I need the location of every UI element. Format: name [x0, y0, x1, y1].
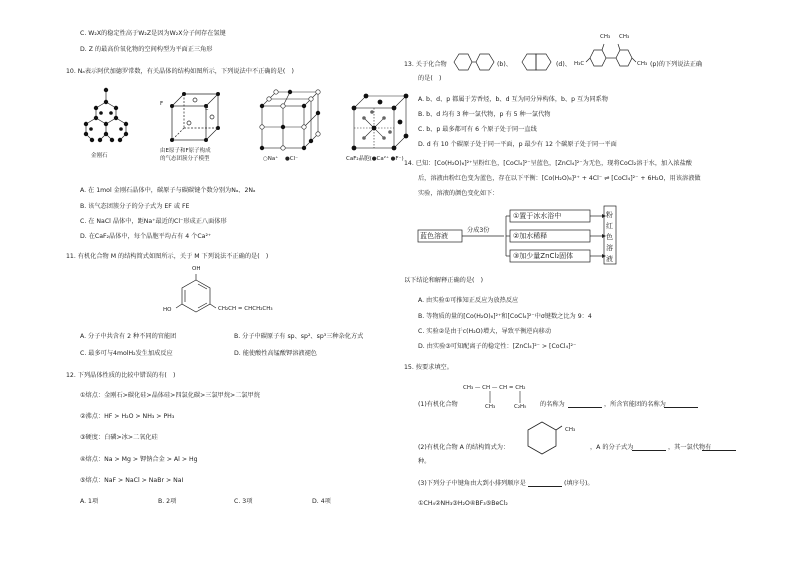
flow-split-3: 分成3份 [467, 227, 490, 234]
q15-struct-bonds [485, 390, 525, 404]
q12-option-a: A. 1项 [80, 498, 99, 505]
q13-stem-tail: 的是( ) [418, 75, 442, 82]
flow-op-dilute: ②加水稀释 [513, 232, 548, 240]
q15-1-name-label: 的名称为 [540, 401, 565, 408]
naphthalene-d-structure [520, 52, 554, 72]
q13-label-p: (p)的下列说法正确 [650, 61, 703, 68]
q13-option-b: B. b、d 均有 3 种一氯代物，p 有 5 种一氯代物 [418, 111, 551, 118]
ef-cluster-figure [166, 90, 222, 146]
q13-option-a: A. b、d、p 都属于芳香烃，b、d 互为同分异构体，b、p 互为同系物 [418, 96, 608, 103]
label-e: E [205, 106, 209, 112]
q15-3-prefix: (3)下列分子中键角由大到小排列顺序是 [418, 480, 526, 487]
q14-option-c: C. 实验②是由于c(H₂O)增大，导致平衡逆向移动 [418, 328, 552, 335]
molecule-oh-top: OH [192, 266, 201, 272]
q11-stem: 11. 有机化合物 M 的结构简式如图所示，关于 M 下列说法不正确的是( ) [66, 253, 269, 260]
q12-item-2: ②沸点：HF > H₂O > NH₃ > PH₃ [80, 413, 175, 420]
q10-stem: 10. Nₐ表示阿伏加德罗常数，有关晶体的结构如图所示，下列说法中不正确的是( ) [66, 68, 294, 75]
q13-stem: 13. 关于化合物 [404, 61, 447, 68]
diamond-structure-figure [78, 84, 134, 146]
molecule-m-figure [176, 272, 216, 316]
q15-2-unit: 种。 [418, 458, 431, 465]
p-h3c-left: H₃C [574, 61, 585, 67]
q13-label-d: (d)、 [556, 61, 571, 68]
compound-p-structure [586, 36, 640, 72]
q12-item-1: ①熔点：金刚石>碳化硅>晶体硅>四氯化碳>三氯甲烷>二氯甲烷 [80, 392, 260, 399]
q11-option-d: D. 能使酸性高锰酸钾溶液褪色 [234, 350, 317, 357]
nacl-lattice-figure [258, 88, 320, 152]
p-ch3-right: CH₃ [637, 61, 648, 67]
q14-stem-line1: 14. 已知：[Co(H₂O)₆]²⁺呈粉红色，[CoCl₄]²⁻呈蓝色，[ZnCl₄]²⁻为无色，现将CoCl₂溶于水，加入浓盐酸 [404, 160, 692, 167]
q12-option-d: D. 4项 [312, 498, 331, 505]
q15-2-formula-label: ，A 的分子式为 [590, 444, 634, 451]
q15-struct-main: CH₃ — CH — CH = CH₂ [463, 385, 526, 391]
q11-option-c: C. 最多可与4molH₂发生加成反应 [80, 350, 173, 357]
label-f: F [160, 101, 164, 107]
q14-option-b: B. 等物质的量的[Co(H₂O)₆]²⁺和[CoCl₄]²⁻中σ键数之比为 9：4 [418, 313, 592, 320]
q11-option-a: A. 分子中共含有 2 种不同的官能团 [80, 333, 177, 340]
diamond-caption: 金刚石 [91, 153, 108, 159]
q15-1-prefix: (1)有机化合物 [418, 401, 458, 408]
q10-option-c: C. 在 NaCl 晶体中，距Na⁺最近的Cl⁻形成正八面体形 [80, 218, 227, 225]
q12-option-c: C. 3项 [234, 498, 253, 505]
q15-2-ch3: CH₃ [565, 427, 576, 433]
molecule-side-chain: CH₂CH = CHCH₂CH₃ [218, 306, 273, 312]
q13-option-d: D. d 有 10 个碳原子处于同一平面，p 最少有 12 个碳原子处于同一平面 [418, 141, 617, 148]
q13-option-c: C. b、p 最多都可有 6 个原子处于同一直线 [418, 126, 537, 133]
q15-struct-ch3: CH₃ [485, 404, 496, 410]
q14-option-d: D. 由实验③可知配离子的稳定性：[ZnCl₄]²⁻ > [CoCl₄]²⁻ [418, 343, 577, 350]
q14-stem-line2: 后，溶液由粉红色变为蓝色，存在以下平衡：[Co(H₂O)₆]²⁺ + 4Cl⁻ ⇌ [CoCl₄]²⁻ + 6H₂O，用该溶液做 [418, 175, 701, 182]
caf2-lattice-figure [350, 92, 410, 152]
q15-2-prefix: (2)有机化合物 A 的结构简式为： [418, 444, 510, 451]
q13-label-b: (b)、 [497, 61, 512, 68]
q15-2-isomer-label: ，其一氯代物有 [668, 444, 712, 451]
q10-option-a: A. 在 1mol 金刚石晶体中，碳原子与碳碳键个数分别为Nₐ、2Nₐ [80, 187, 256, 194]
q12-item-3: ③硬度：白磷>冰>二氧化硅 [80, 434, 158, 441]
q15-3-molecule-list: ①CH₄②NH₃③H₂O④BF₃⑤BeCl₂ [418, 500, 508, 507]
flow-op-zncl2: ③加少量ZnCl₂固体 [513, 252, 574, 260]
q12-item-5: ⑤熔点：NaF > NaCl > NaBr > NaI [80, 477, 184, 484]
q10-option-d: D. 在CaF₂晶体中，每个晶胞平均占有 4 个Ca²⁺ [80, 233, 212, 240]
flow-op-ice-bath: ①置于冰水浴中 [513, 212, 562, 220]
biphenyl-b-structure [450, 52, 496, 72]
q15-2-formula-blank[interactable] [632, 444, 666, 451]
nacl-legend-na: ○Na⁺ [263, 156, 279, 162]
molecule-ho-left: HO [163, 307, 172, 313]
q10-option-b: B. 该气态团簇分子的分子式为 EF 或 FE [80, 203, 190, 210]
q15-3-suffix: (填序号)。 [564, 480, 594, 487]
q15-3-blank[interactable] [528, 480, 562, 487]
q12-option-b: B. 2项 [158, 498, 177, 505]
q14-option-a: A. 由实验①可推知正反应为放热反应 [418, 297, 519, 304]
q15-2-isomer-blank[interactable] [702, 444, 736, 451]
q15-1-name-blank[interactable] [568, 401, 602, 408]
q15-stem: 15. 按要求填空。 [404, 364, 453, 371]
nacl-legend-cl: ●Cl⁻ [285, 156, 299, 162]
q14-ask: 以下结论和解释正确的是( ) [404, 277, 484, 284]
cluster-caption-line1: 由E原子和F原子构成 [160, 148, 211, 154]
q11-option-b: B. 分子中碳原子有 sp、sp²、sp³三种杂化方式 [234, 333, 364, 340]
q9-option-c: C. W₂X的稳定性高于W₂Z是因为W₂X分子间存在氢键 [80, 30, 226, 37]
q15-struct-c2h5: C₂H₅ [514, 404, 527, 410]
q9-option-d: D. Z 的最高价氧化物的空间构型为平面正三角形 [80, 46, 213, 53]
q14-stem-line3: 实验，溶液的颜色变化如下： [418, 190, 499, 197]
flow-blue-solution: 蓝色溶液 [420, 232, 448, 240]
q12-stem: 12. 下列晶体性质的比较中错误的有( ) [66, 372, 176, 379]
methylcyclohexane-structure [524, 420, 562, 456]
q15-1-group-blank[interactable] [664, 401, 698, 408]
q12-item-4: ④熔点：Na > Mg > 钾钠合金 > Al > Hg [80, 456, 198, 463]
p-ch3-top-right: CH₃ [619, 34, 630, 40]
flow-pink-solution: 粉红色溶液 [606, 211, 613, 263]
cluster-caption-line2: 的气态团簇分子模型 [160, 156, 210, 162]
p-ch3-top-left: CH₃ [600, 34, 611, 40]
caf2-caption: CaF₂晶胞(●Ca²⁺ ●F⁻) [346, 156, 404, 162]
q15-1-group-label: ，所含官能团的名称为 [604, 401, 666, 408]
